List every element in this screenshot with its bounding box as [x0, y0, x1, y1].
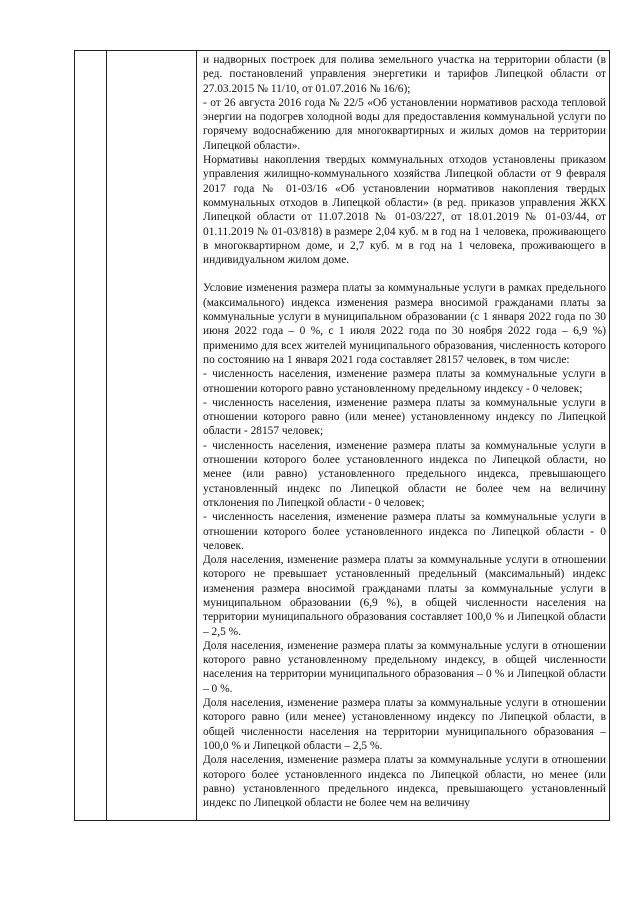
- table-cell-text: [203, 53, 606, 810]
- column-divider-1: [106, 51, 107, 820]
- paragraph: - численность населения, изменение размера платы за коммунальные услуги в отношении которого более установленного индекса по Липецкой области - 0 человек.: [203, 511, 606, 552]
- paragraph: и надворных построек для полива земельного участка на территории области (в ред. постановлений управления энергетики и тарифов Липецкой области от 27.03.2015 № 11/10, от 01.07.2016 № 16/6);: [203, 54, 606, 95]
- paragraph: Доля населения, изменение размера платы за коммунальные услуги в отношении которого более установленного индекса по Липецкой области, но менее (или равно) установленного предельного индекса, превышающего установленный индекс по Липецкой области не более чем на величину: [203, 754, 606, 810]
- paragraph: - от 26 августа 2016 года № 22/5 «Об установлении нормативов расхода тепловой энергии на подогрев холодной воды для предоставления коммунальной услуги по горячему водоснабжению для многоквартирных и жилых домов на территории Липецкой области».: [203, 96, 606, 152]
- document-table: [74, 50, 610, 821]
- paragraph: - численность населения, изменение размера платы за коммунальные услуги в отношении которого равно (или менее) установленному индексу по Липецкой области - 28157 человек;: [203, 396, 606, 438]
- paragraph: Доля населения, изменение размера платы за коммунальные услуги в отношении которого равно (или менее) установленному индексу по Липецкой области, в общей численности населения на территории муниципального образования – 100,0 % и Липецкой области – 2,5 %.: [203, 697, 606, 752]
- paragraph: - численность населения, изменение размера платы за коммунальные услуги в отношении которого равно установленному предельному индексу - 0 человек;: [203, 368, 606, 395]
- paragraph: Доля населения, изменение размера платы за коммунальные услуги в отношении которого не превышает установленный предельный (максимальный) индекс изменения размера вносимой гражданами платы за коммунальные услуги в муниципальном образовании (6,9 %), в общей численности населения на территории муниципального образования составляет 100,0 % и Липецкой области – 2,5 %.: [203, 554, 606, 638]
- paragraph: Нормативы накопления твердых коммунальных отходов установлены приказом управления жилищно-коммунального хозяйства Липецкой области от 9 февраля 2017 года № 01-03/16 «Об установлении нормативов накопления твердых коммунальных отходов в Липецкой области» (в ред. приказов управления ЖКХ Липецкой области от 11.07.2018 № 01-03/227, от 18.01.2019 № 01-03/44, от 01.11.2019 № 01-03/818) в размере 2,04 куб. м в год на 1 человека, проживающего в многоквартирном доме, и 2,7 куб. м в год на 1 человека, проживающего в индивидуальном жилом доме.: [203, 154, 606, 267]
- paragraph: - численность населения, изменение размера платы за коммунальные услуги в отношении которого более установленного индекса по Липецкой области, но менее (или равно) установленного предельного индекса, превышающего установленный индекс по Липецкой области не более чем на величину отклонения по Липецкой области - 0 человек;: [203, 439, 606, 509]
- paragraph: Доля населения, изменение размера платы за коммунальные услуги в отношении которого равно установленному предельному индексу, в общей численности населения на территории муниципального образования – 0 % и Липецкой области – 0 %.: [203, 639, 606, 695]
- column-divider-2: [196, 51, 197, 820]
- paragraph: Условие изменения размера платы за коммунальные услуги в рамках предельного (максимального) индекса изменения размера вносимой гражданами платы за коммунальные услуги в муниципальном образовании (с 1 января 2022 года по 30 июня 2022 года – 0 %, с 1 июля 2022 года по 30 ноября 2022 года – 6,9 %) применимо для всех жителей муниципального образования, численность которого по состоянию на 1 января 2021 года составляет 28157 человек, в том числе:: [203, 282, 606, 366]
